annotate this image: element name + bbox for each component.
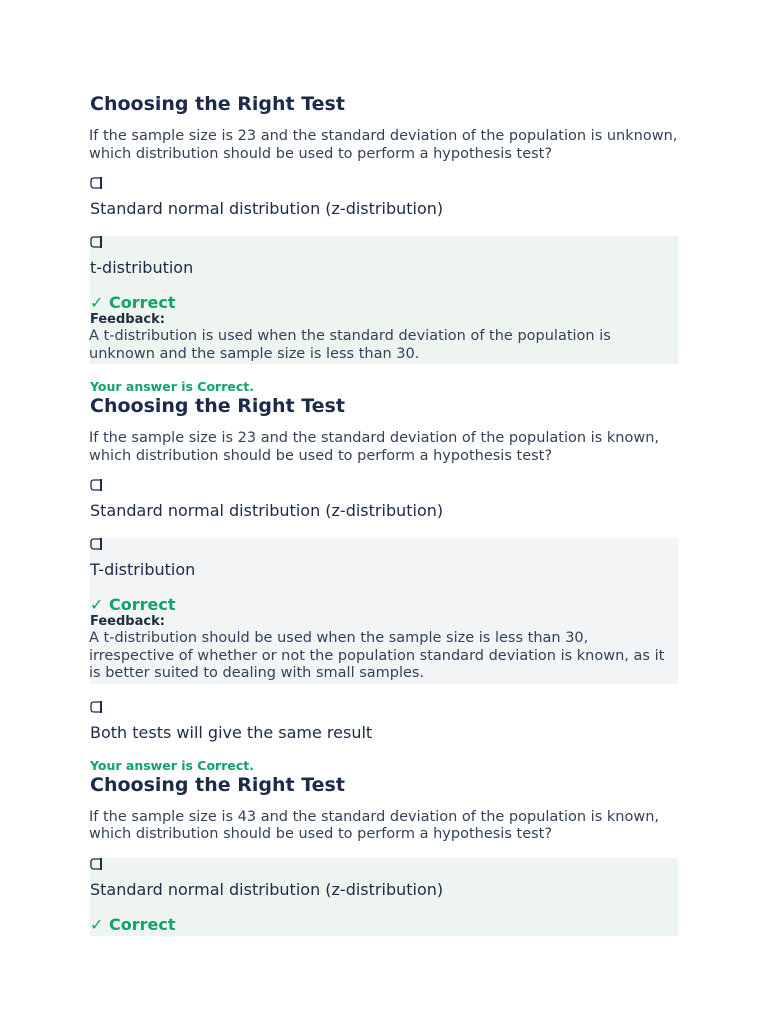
radio-icon[interactable]: [90, 177, 678, 199]
feedback-text: A t-distribution is used when the standard deviation of the population is unknown and the sample size is less than 30.: [89, 328, 611, 362]
options-list: [90, 858, 678, 936]
question-title: Choosing the Right Test: [90, 773, 345, 796]
question-text: If the sample size is 23 and the standard deviation of the population is unknown, which distribution should be used to perform a hypothesis test?: [89, 128, 678, 162]
option-z-distribution[interactable]: [90, 177, 678, 219]
option-label: T-distribution: [90, 560, 196, 579]
radio-icon[interactable]: [90, 701, 678, 723]
quiz-content: [90, 92, 678, 936]
correct-indicator: ✓ Correct: [90, 293, 176, 312]
question-1: [90, 92, 678, 394]
question-2: [90, 394, 678, 773]
option-t-distribution[interactable]: [90, 538, 678, 684]
options-list: [90, 177, 678, 364]
option-label: Both tests will give the same result: [90, 722, 373, 742]
question-title: Choosing the Right Test: [90, 93, 345, 115]
option-z-distribution[interactable]: [90, 858, 678, 936]
option-both-same[interactable]: [90, 701, 678, 743]
option-label: Standard normal distribution (z-distribution): [90, 501, 444, 520]
feedback-text: A t-distribution should be used when the sample size is less than 30, irrespective of whether or not the population standard deviation is known, as it is better suited to dealing with small samples.: [89, 630, 665, 681]
result-message: Your answer is Correct.: [90, 757, 255, 773]
option-label: Standard normal distribution (z-distribution): [90, 199, 444, 218]
radio-icon[interactable]: [90, 236, 678, 258]
feedback-label: Feedback:: [90, 614, 165, 629]
radio-icon[interactable]: [90, 538, 678, 560]
radio-icon[interactable]: [90, 479, 678, 501]
correct-indicator: ✓ Correct: [90, 595, 176, 614]
question-text: If the sample size is 23 and the standard deviation of the population is known, which distribution should be used to perform a hypothesis test?: [89, 430, 659, 464]
correct-indicator: ✓ Correct: [90, 914, 176, 934]
question-title: Choosing the Right Test: [90, 395, 345, 417]
question-text: If the sample size is 43 and the standard deviation of the population is known, which distribution should be used to perform a hypothesis test?: [89, 808, 659, 842]
option-t-distribution[interactable]: [90, 236, 678, 364]
question-3: [90, 773, 678, 936]
option-label: t-distribution: [90, 258, 194, 277]
option-label: Standard normal distribution (z-distribution): [90, 879, 444, 899]
radio-icon[interactable]: [90, 858, 678, 880]
option-z-distribution[interactable]: [90, 479, 678, 521]
result-message: Your answer is Correct.: [90, 379, 255, 394]
options-list: [90, 479, 678, 743]
feedback-label: Feedback:: [90, 312, 165, 327]
